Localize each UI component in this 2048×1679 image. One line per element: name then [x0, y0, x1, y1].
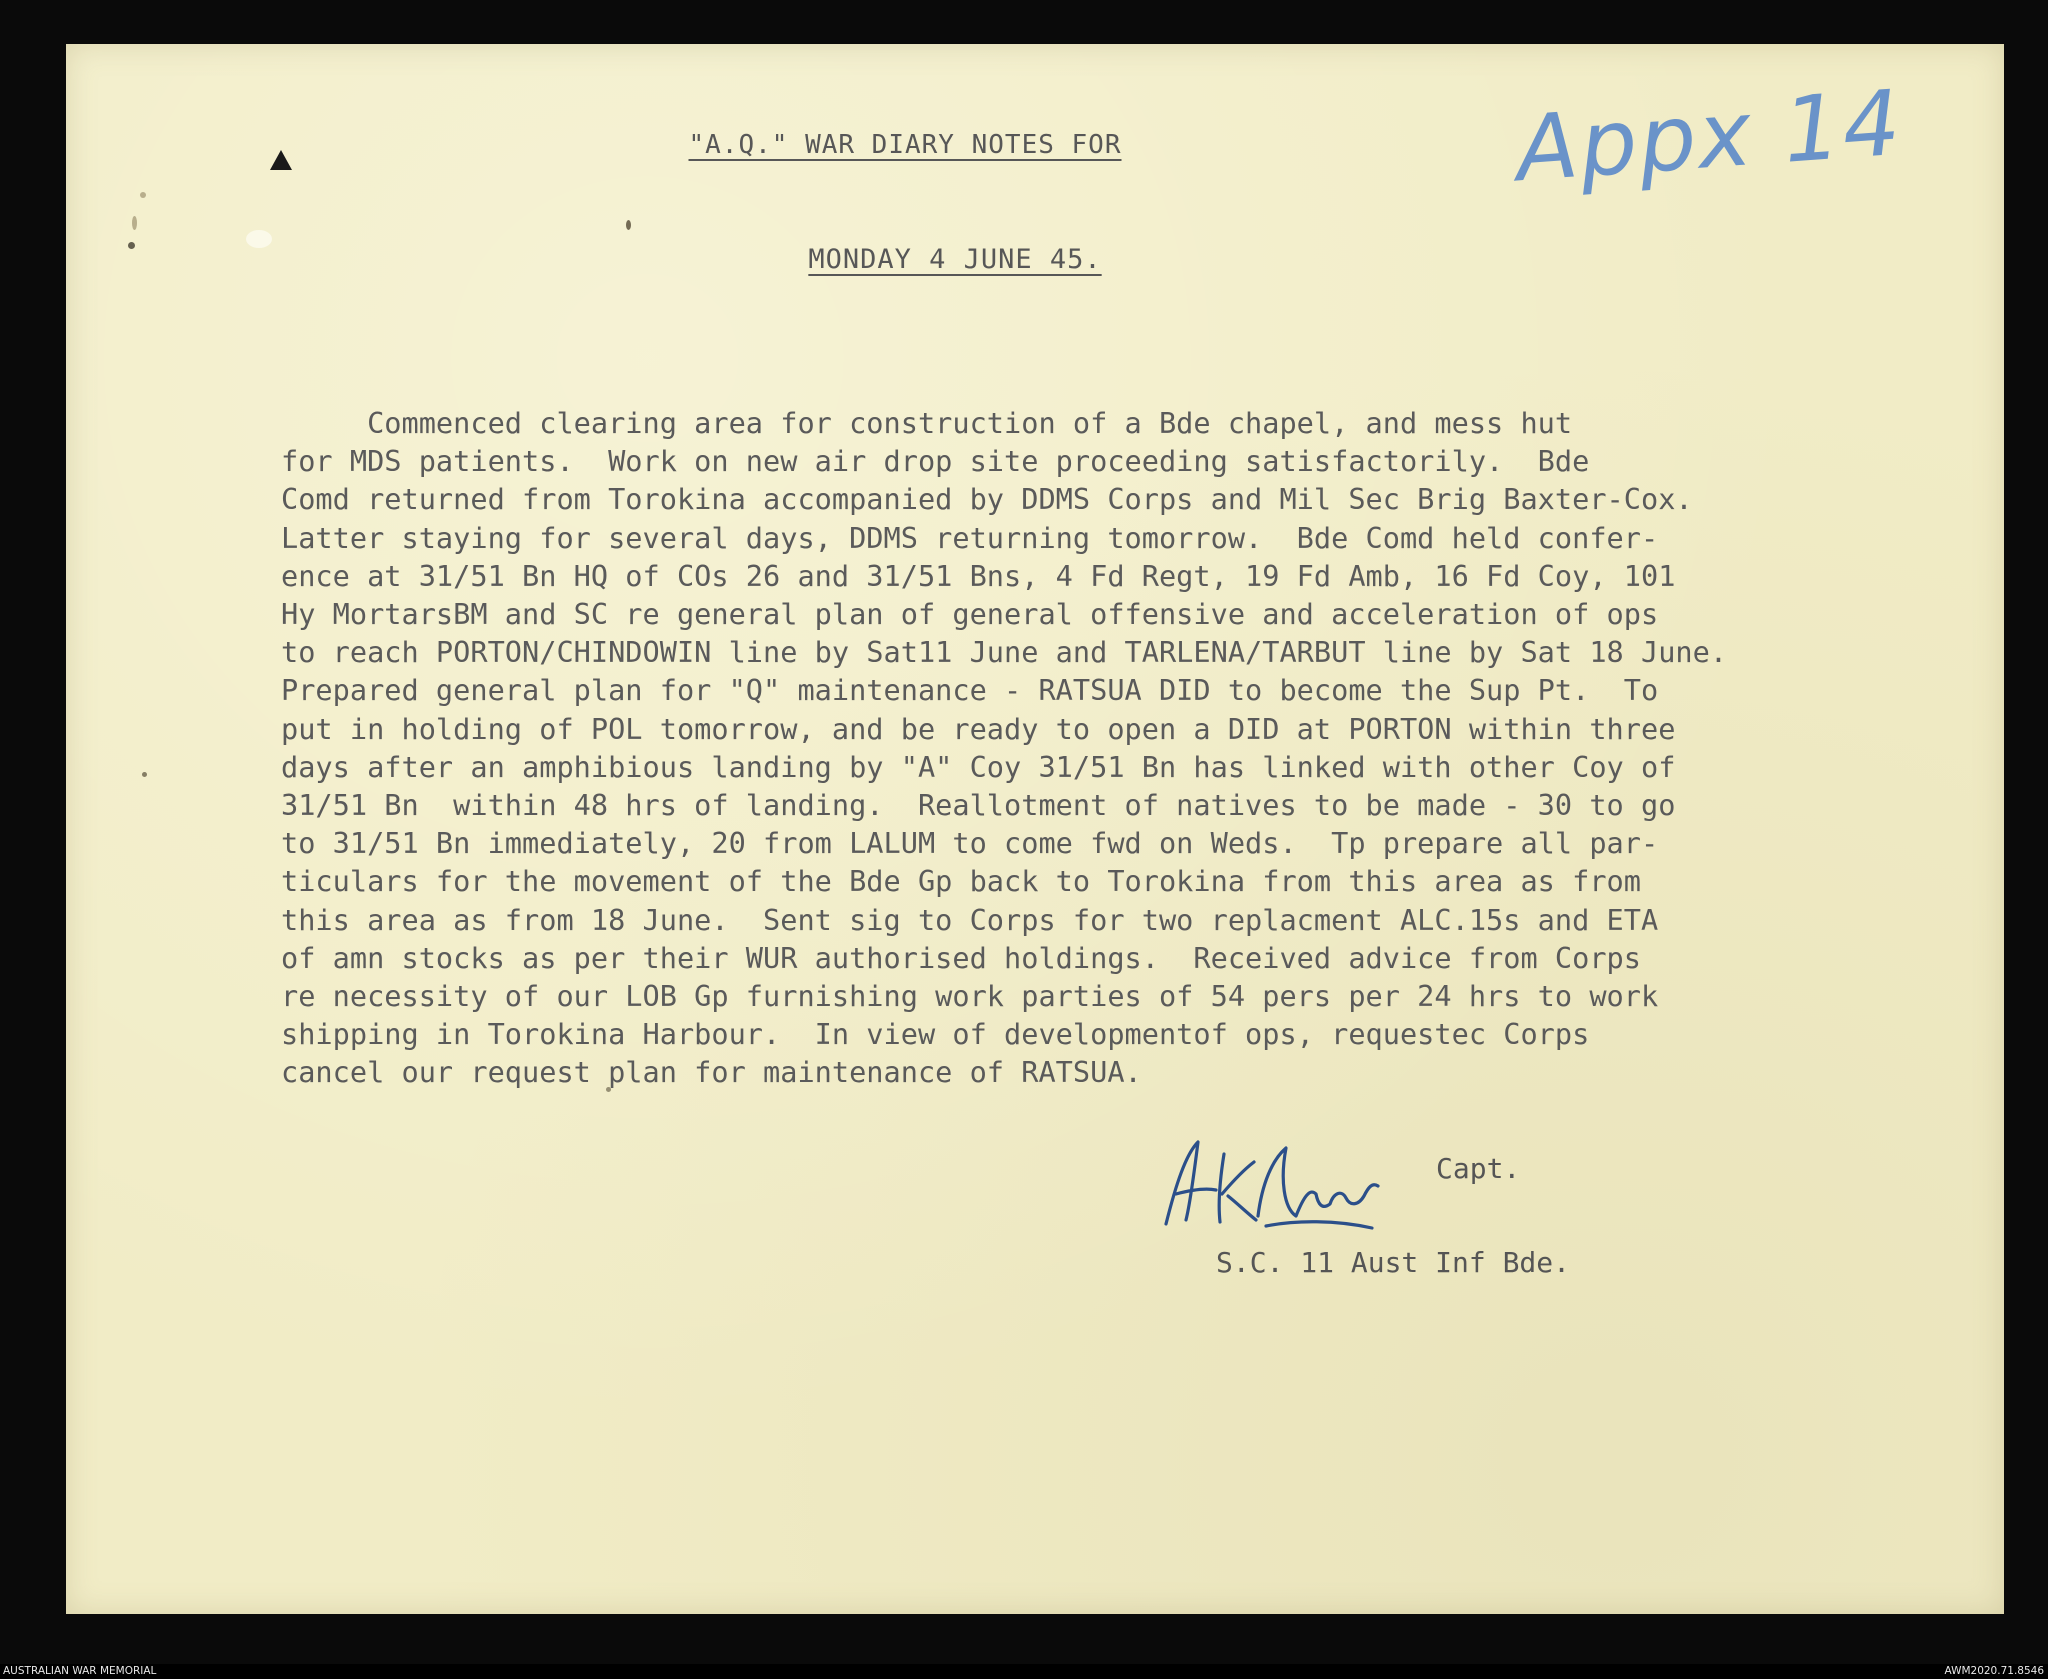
handwritten-signature: [1146, 1124, 1436, 1244]
body-line: of amn stocks as per their WUR authorised holdings. Received advice from Corps: [281, 940, 1641, 975]
body-line: 31/51 Bn within 48 hrs of landing. Reallotment of natives to be made - 30 to go: [281, 788, 1676, 823]
diary-title: "A.Q." WAR DIARY NOTES FOR: [688, 130, 1122, 160]
paper-mark: [626, 220, 631, 230]
archive-reference-label: AWM2020.71.8546: [1944, 1665, 2044, 1677]
signatory-unit: S.C. 11 Aust Inf Bde.: [1216, 1246, 1571, 1279]
diary-date: MONDAY 4 JUNE 45.: [808, 244, 1102, 275]
paper-mark: [142, 772, 147, 777]
body-line: put in holding of POL tomorrow, and be ready to open a DID at PORTON within three: [281, 711, 1676, 746]
body-line: Latter staying for several days, DDMS returning tomorrow. Bde Comd held confer-: [281, 520, 1659, 555]
body-line: Commenced clearing area for construction of a Bde chapel, and mess hut: [281, 406, 1573, 440]
signature-block: [1146, 1124, 1746, 1324]
body-line: this area as from 18 June. Sent sig to Corps for two replacment ALC.15s and ETA: [281, 902, 1659, 937]
body-line: for MDS patients. Work on new air drop site proceeding satisfactorily. Bde: [281, 444, 1590, 479]
body-line: ence at 31/51 Bn HQ of COs 26 and 31/51 Bns, 4 Fd Regt, 19 Fd Amb, 16 Fd Coy, 101: [281, 558, 1676, 593]
diary-body: [281, 404, 1841, 1092]
body-line: to 31/51 Bn immediately, 20 from LALUM to come fwd on Weds. Tp prepare all par-: [281, 826, 1659, 861]
handwritten-appendix-number: Appx 14: [1512, 70, 1906, 203]
body-line: days after an amphibious landing by "A" Coy 31/51 Bn has linked with other Coy of: [281, 749, 1676, 784]
archive-institution-label: AUSTRALIAN WAR MEMORIAL: [3, 1665, 157, 1677]
paper-mark: [140, 192, 146, 198]
body-line: Comd returned from Torokina accompanied by DDMS Corps and Mil Sec Brig Baxter-Cox.: [281, 482, 1693, 517]
body-line: shipping in Torokina Harbour. In view of developmentof ops, requestec Corps: [281, 1017, 1590, 1052]
body-line: ticulars for the movement of the Bde Gp back to Torokina from this area as from: [281, 864, 1641, 899]
document-page: [66, 44, 2004, 1614]
body-line: cancel our request plan for maintenance of RATSUA.: [281, 1055, 1142, 1090]
body-line: to reach PORTON/CHINDOWIN line by Sat11 June and TARLENA/TARBUT line by Sat 18 June.: [281, 635, 1728, 670]
body-line: re necessity of our LOB Gp furnishing work parties of 54 pers per 24 hrs to work: [281, 979, 1659, 1014]
body-line: Hy MortarsBM and SC re general plan of general offensive and acceleration of ops: [281, 597, 1659, 632]
paper-mark: [132, 216, 137, 230]
signatory-rank: Capt.: [1436, 1152, 1521, 1185]
body-line: Prepared general plan for "Q" maintenance - RATSUA DID to become the Sup Pt. To: [281, 673, 1659, 708]
